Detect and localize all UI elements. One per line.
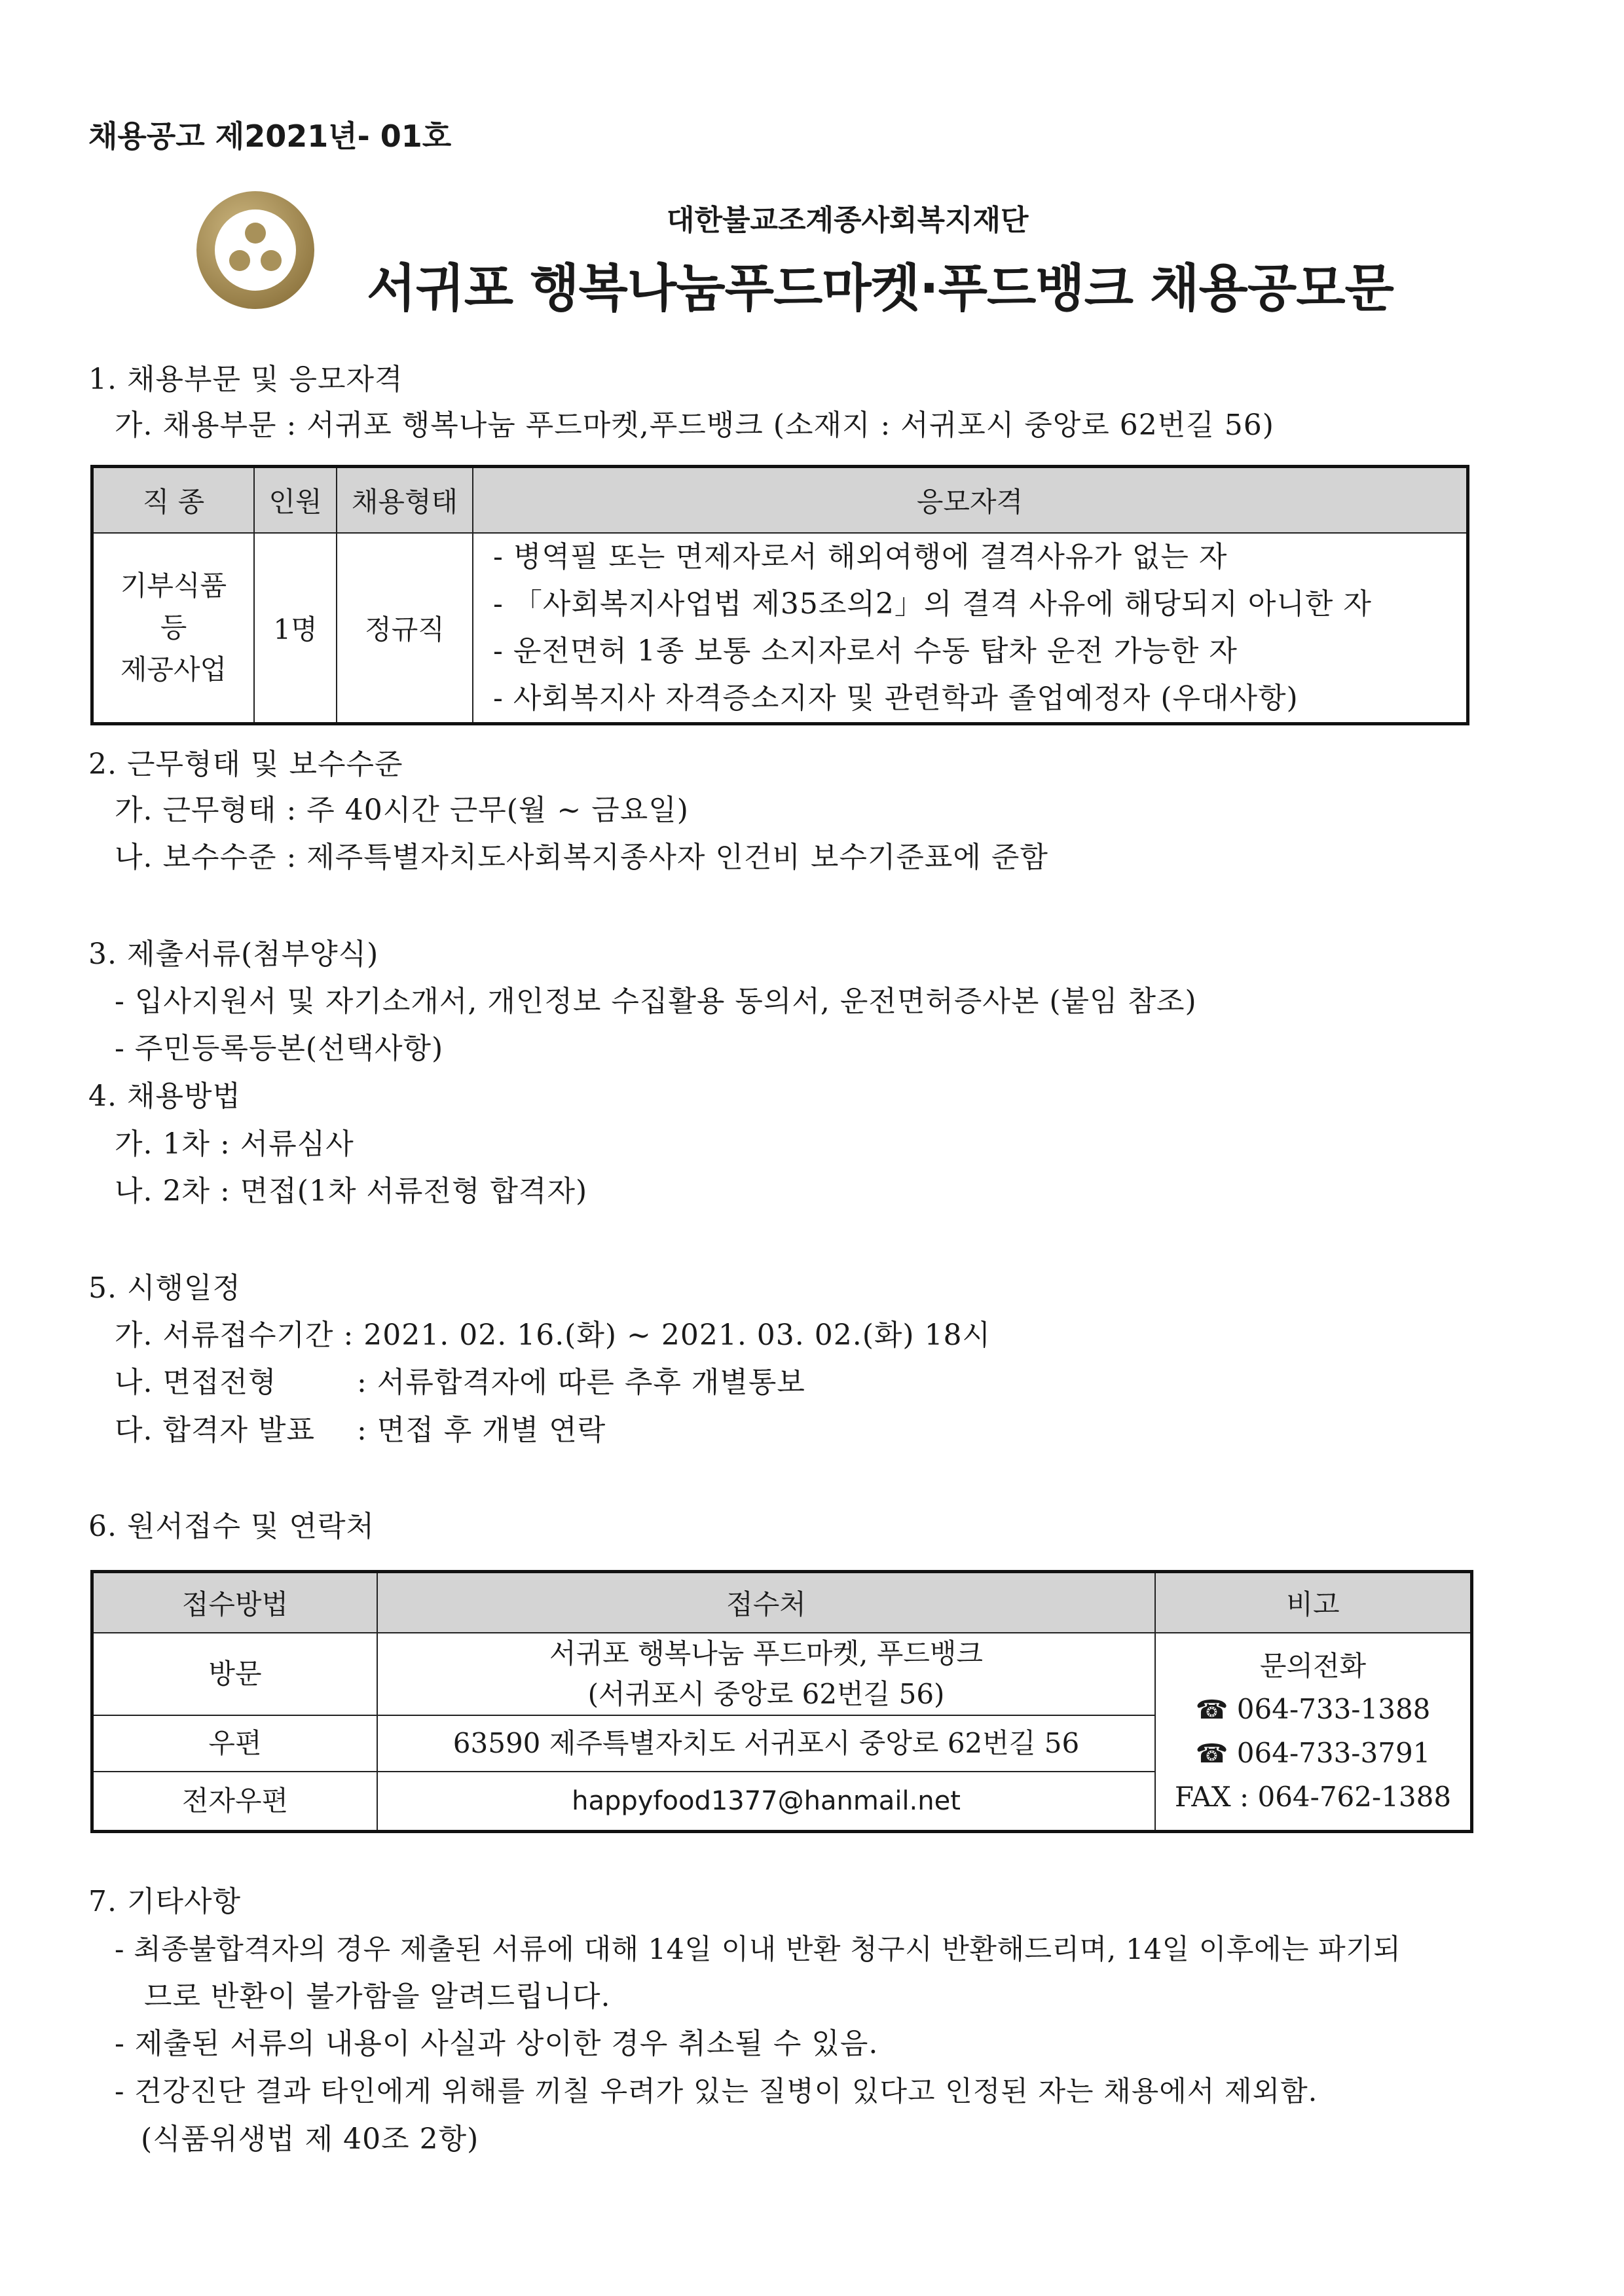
job-line: 등 xyxy=(160,611,187,644)
notice-number: 채용공고 제2021년- 01호 xyxy=(88,118,452,154)
header-remarks: 비고 xyxy=(1155,1572,1472,1633)
section5-line-b-value: : 서류합격자에 따른 추후 개별통보 xyxy=(357,1366,805,1399)
phone-number: 064-733-1388 xyxy=(1236,1693,1431,1725)
method-cell: 전자우편 xyxy=(92,1772,378,1832)
telephone-icon: ☎ xyxy=(1195,1739,1228,1769)
header-requirements: 응모자격 xyxy=(473,467,1468,534)
place-cell: 63590 제주특별자치도 서귀포시 중앙로 62번길 56 xyxy=(377,1715,1155,1772)
section2-heading: 2. 근무형태 및 보수수준 xyxy=(88,748,403,781)
section5-line-a: 가. 서류접수기간 : 2021. 02. 16.(화) ~ 2021. 03. 02.(화) 18시 xyxy=(115,1319,991,1352)
requirement-item: - 병역필 또는 면제자로서 해외여행에 결격사유가 없는 자 xyxy=(493,540,1228,574)
phone-number: 064-733-3791 xyxy=(1236,1737,1431,1769)
table-row xyxy=(92,1633,1472,1715)
requirements-cell xyxy=(473,533,1468,724)
section3-heading: 3. 제출서류(첨부양식) xyxy=(88,938,379,971)
place-line: 서귀포 행복나눔 푸드마켓, 푸드뱅크 xyxy=(549,1637,983,1669)
section7-heading: 7. 기타사항 xyxy=(88,1885,241,1918)
section7-item3-line2: (식품위생법 제 40조 2항) xyxy=(141,2123,479,2156)
remarks-label: 문의전화 xyxy=(1259,1650,1367,1682)
phone-line xyxy=(1156,1732,1470,1776)
table-header-row xyxy=(92,467,1468,534)
section2-line-b: 나. 보수수준 : 제주특별자치도사회복지종사자 인건비 보수기준표에 준함 xyxy=(115,841,1048,874)
job-line: 제공사업 xyxy=(120,653,227,685)
section7-item1-line1: - 최종불합격자의 경우 제출된 서류에 대해 14일 이내 반환 청구시 반환해드리며, 14일 이후에는 파기되 xyxy=(115,1933,1401,1966)
place-line: (서귀포시 중앙로 62번길 56) xyxy=(587,1678,945,1710)
remarks-cell xyxy=(1155,1633,1472,1832)
section7-item2: - 제출된 서류의 내용이 사실과 상이한 경우 취소될 수 있음. xyxy=(115,2027,879,2060)
section5-line-c-value: : 면접 후 개별 연락 xyxy=(357,1413,606,1447)
header-place: 접수처 xyxy=(377,1572,1155,1633)
section5-heading: 5. 시행일정 xyxy=(88,1271,241,1305)
section4-line-a: 가. 1차 : 서류심사 xyxy=(115,1127,354,1161)
table-row xyxy=(92,533,1468,724)
section1-heading: 1. 채용부문 및 응모자격 xyxy=(88,363,403,396)
header-job: 직 종 xyxy=(92,467,255,534)
telephone-icon: ☎ xyxy=(1195,1695,1228,1725)
requirement-item: - 사회복지사 자격증소지자 및 관련학과 졸업예정자 (우대사항) xyxy=(493,682,1299,715)
section1-line-a: 가. 채용부문 : 서귀포 행복나눔 푸드마켓,푸드뱅크 (소재지 : 서귀포시 중앙로 62번길 56) xyxy=(115,409,1274,442)
section2-line-a: 가. 근무형태 : 주 40시간 근무(월 ~ 금요일) xyxy=(115,793,689,827)
section3-item2: - 주민등록등본(선택사항) xyxy=(115,1032,444,1065)
section7-item1-line2: 므로 반환이 불가함을 알려드립니다. xyxy=(144,1980,611,2013)
section7-item3-line1: - 건강진단 결과 타인에게 위해를 끼칠 우려가 있는 질병이 있다고 인정된 자는 채용에서 제외함. xyxy=(115,2075,1318,2108)
method-cell: 우편 xyxy=(92,1715,378,1772)
header-method: 접수방법 xyxy=(92,1572,378,1633)
requirement-item: - 운전면허 1종 보통 소지자로서 수동 탑차 운전 가능한 자 xyxy=(493,634,1238,668)
foundation-logo xyxy=(195,190,316,310)
section4-heading: 4. 채용방법 xyxy=(88,1080,241,1113)
recruitment-table xyxy=(90,465,1469,725)
method-cell: 방문 xyxy=(92,1633,378,1715)
section5-line-b-label: 나. 면접전형 xyxy=(115,1366,277,1399)
email-address: happyfood1377@hanmail.net xyxy=(377,1772,1155,1832)
header-headcount: 인원 xyxy=(254,467,337,534)
organization-name: 대한불교조계종사회복지재단 xyxy=(667,204,1029,237)
job-cell xyxy=(92,533,255,724)
employment-type-cell: 정규직 xyxy=(337,533,473,724)
table-header-row xyxy=(92,1572,1472,1633)
section3-item1: - 입사지원서 및 자기소개서, 개인정보 수집활용 동의서, 운전면허증사본 (붙임 참조) xyxy=(115,985,1197,1018)
section6-heading: 6. 원서접수 및 연락처 xyxy=(88,1510,375,1543)
phone-line xyxy=(1156,1688,1470,1732)
fax-number: FAX : 064-762-1388 xyxy=(1174,1781,1452,1813)
document-title: 서귀포 행복나눔푸드마켓·푸드뱅크 채용공모문 xyxy=(367,259,1393,318)
contact-table xyxy=(90,1570,1473,1833)
requirement-item: - 「사회복지사업법 제35조의2」의 결격 사유에 해당되지 아니한 자 xyxy=(493,587,1372,621)
headcount-cell: 1명 xyxy=(254,533,337,724)
job-line: 기부식품 xyxy=(120,570,227,602)
section4-line-b: 나. 2차 : 면접(1차 서류전형 합격자) xyxy=(115,1175,588,1208)
header-employment-type: 채용형태 xyxy=(337,467,473,534)
place-cell xyxy=(377,1633,1155,1715)
section5-line-c-label: 다. 합격자 발표 xyxy=(115,1413,315,1447)
